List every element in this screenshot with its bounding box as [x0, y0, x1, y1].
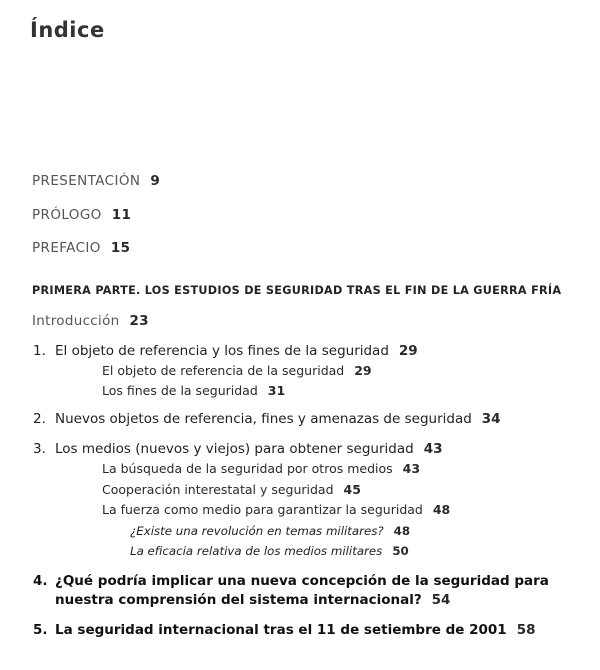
toc-chapter-2: [33, 411, 501, 427]
section-page: 48: [432, 502, 451, 517]
chapter-page: 29: [398, 343, 418, 359]
section-label: La búsqueda de la seguridad por otros medios: [102, 461, 393, 476]
entry-label: Introducción: [32, 313, 120, 329]
section-page: 31: [267, 383, 286, 398]
toc-entry-introduccion: [32, 313, 149, 329]
toc-section: [102, 482, 361, 497]
chapter-label-line2: nuestra comprensión del sistema internacional?: [55, 592, 422, 608]
toc-section: [102, 363, 372, 378]
chapter-label: Nuevos objetos de referencia, fines y amenazas de seguridad: [55, 411, 472, 427]
chapter-number: 2.: [33, 411, 46, 427]
chapter-label: El objeto de referencia y los fines de la seguridad: [55, 343, 389, 359]
chapter-number: 1.: [33, 343, 46, 359]
toc-section: [102, 383, 285, 398]
entry-label: PRESENTACIÓN: [32, 173, 141, 189]
subsection-label: La eficacia relativa de los medios militares: [130, 544, 383, 558]
chapter-page: 54: [431, 592, 451, 608]
chapter-page: 34: [481, 411, 501, 427]
section-label: El objeto de referencia de la seguridad: [102, 363, 345, 378]
subsection-label: ¿Existe una revolución en temas militares?: [130, 524, 384, 538]
toc-entry-prefacio: [32, 240, 130, 256]
toc-section: [102, 502, 450, 517]
subsection-page: 50: [392, 544, 409, 558]
toc-subsection: [130, 544, 409, 558]
chapter-label: Los medios (nuevos y viejos) para obtener seguridad: [55, 441, 414, 457]
toc-entry-prologo: [32, 207, 131, 223]
part-heading: PRIMERA PARTE. LOS ESTUDIOS DE SEGURIDAD TRAS EL FIN DE LA GUERRA FRÍA: [32, 284, 562, 297]
chapter-label-line1: ¿Qué podría implicar una nueva concepción de la seguridad para: [55, 573, 549, 589]
chapter-label: La seguridad internacional tras el 11 de setiembre de 2001: [55, 622, 507, 638]
toc-section: [102, 461, 420, 476]
chapter-page: 58: [516, 622, 536, 638]
toc-chapter-4: [33, 573, 549, 589]
section-page: 45: [343, 482, 361, 497]
entry-page: 9: [150, 173, 161, 189]
chapter-number: 3.: [33, 441, 46, 457]
entry-page: 23: [129, 313, 149, 329]
section-label: Cooperación interestatal y seguridad: [102, 482, 334, 497]
entry-label: PREFACIO: [32, 240, 101, 256]
entry-page: 11: [111, 207, 132, 223]
toc-entry-presentacion: [32, 173, 160, 189]
chapter-number: 4.: [33, 573, 48, 589]
section-label: Los fines de la seguridad: [102, 383, 258, 398]
chapter-page: 43: [423, 441, 443, 457]
toc-chapter-4-cont: [55, 592, 450, 608]
toc-chapter-1: [33, 343, 418, 359]
section-page: 29: [354, 363, 372, 378]
section-label: La fuerza como medio para garantizar la seguridad: [102, 502, 423, 517]
subsection-page: 48: [393, 524, 411, 538]
toc-chapter-5: [33, 622, 536, 638]
entry-page: 15: [110, 240, 131, 256]
chapter-number: 5.: [33, 622, 48, 638]
toc-subsection: [130, 524, 410, 538]
section-page: 43: [402, 461, 421, 476]
toc-chapter-3: [33, 441, 442, 457]
entry-label: PRÓLOGO: [32, 207, 102, 223]
page-title: Índice: [30, 18, 105, 42]
